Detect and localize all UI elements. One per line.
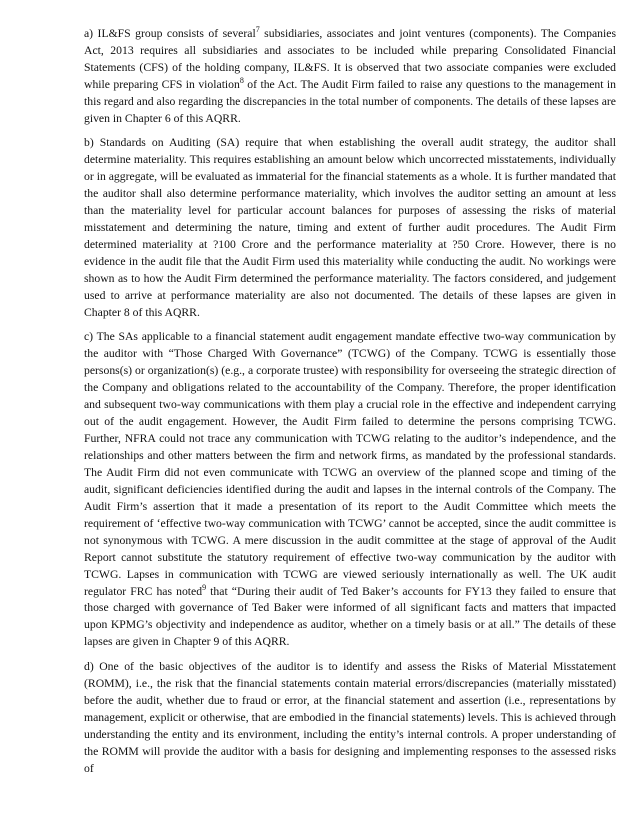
body-text bbox=[84, 26, 616, 785]
paragraph-a-text-1: a) IL&FS group consists of several bbox=[84, 27, 256, 40]
paragraph-a-text-2: subsidiaries, associates and joint ventures (components). The Companies Act, 2013 requires all subsidiaries and associates to be included while preparing Consolidated Financial Statements (CFS) of the holding company, IL&FS. It is observed that two associate companies were excluded while preparing CFS in violation bbox=[84, 27, 616, 91]
paragraph-a-text-3: of the Act. The Audit Firm failed to raise any questions to the management in this regard and also regarding the discrepancies in the total number of components. The details of these lapses are given in Chapter 6 of this AQRR. bbox=[84, 77, 616, 125]
footnote-ref-7[interactable]: 7 bbox=[255, 25, 260, 34]
paragraph-c-text-1: c) The SAs applicable to a financial statement audit engagement mandate effective two-way communication by the auditor with “Those Charged With Governance” (TCWG) of the Company. TCWG is essentially those persons(s) or organization(s) (e.g., a corporate trustee) with responsibility for overseeing the strategic direction of the Company and obligations related to the accountability of the Company. Therefore, the proper identification and subsequent two-way communications with them play a crucial role in the effective and independent carrying out of the audit engagement. However, the Audit Firm failed to determine the persons comprising TCWG. Further, NFRA could not trace any communication with TCWG relating to the auditor’s independence, and the relationships and other matters between the firm and network firms, as mandated by the professional standards. The Audit Firm did not even communicate with TCWG an overview of the planned scope and timing of the audit, significant deficiencies identified during the audit and lapses in the internal controls of the Company. The Audit Firm’s assertion that it made a presentation of its report to the Audit Committee which meets the requirement of ‘effective two-way communication with TCWG’ cannot be accepted, since the audit committee is not synonymous with TCWG. A mere discussion in the audit committee at the stage of approval of the Audit Report cannot substitute the statutory requirement of effective two-way communication by the auditor with TCWG. Lapses in communication with TCWG are viewed seriously internationally as well. The UK audit regulator FRC has noted bbox=[84, 330, 616, 598]
paragraph-c bbox=[84, 329, 616, 651]
paragraph-c-text-2: that “During their audit of Ted Baker’s accounts for FY13 they failed to ensure that those charged with governance of Ted Baker were informed of all significant facts and matters that impacted upon KPMG’s objectivity and independence as auditor, whether on a timely basis or at all.” The details of these lapses are given in Chapter 9 of this AQRR. bbox=[84, 584, 616, 649]
footnote-ref-9[interactable]: 9 bbox=[202, 582, 207, 592]
paragraph-a bbox=[84, 26, 616, 128]
paragraph-d: d) One of the basic objectives of the auditor is to identify and assess the Risks of Material Misstatement (ROMM), i.e., the risk that the financial statements contain material errors/discrepancies (materially misstated) before the audit, whether due to fraud or error, at the financial statement and assertion (i.e., representations by management, explicit or otherwise, that are embodied in the financial statements) levels. This is achieved through understanding the entity and its environment, including the entity’s internal controls. A proper understanding of the ROMM will provide the auditor with a basis for designing and implementing responses to the assessed risks of bbox=[84, 659, 616, 775]
paragraph-b: b) Standards on Auditing (SA) require that when establishing the overall audit strategy, the auditor shall determine materiality. This requires establishing an amount below which uncorrected misstatements, individually or in aggregate, will be evaluated as immaterial for the financial statements as a whole. It is further mandated that the auditor shall also determine performance materiality, which involves the auditor setting an amount at less than the materiality level for particular account balances for purposes of assessing the risks of material misstatement and determining the nature, timing and extent of further audit procedures. The Audit Firm determined materiality at ?100 Crore and the performance materiality at ?50 Crore. However, there is no evidence in the audit file that the Audit Firm used this materiality while conducting the audit. No workings were shown as to how the Audit Firm determined the performance materiality. The factors considered, and judgement used to arrive at performance materiality are also not documented. The details of these lapses are given in Chapter 8 of this AQRR. bbox=[84, 136, 616, 319]
footnote-ref-8[interactable]: 8 bbox=[239, 75, 244, 85]
